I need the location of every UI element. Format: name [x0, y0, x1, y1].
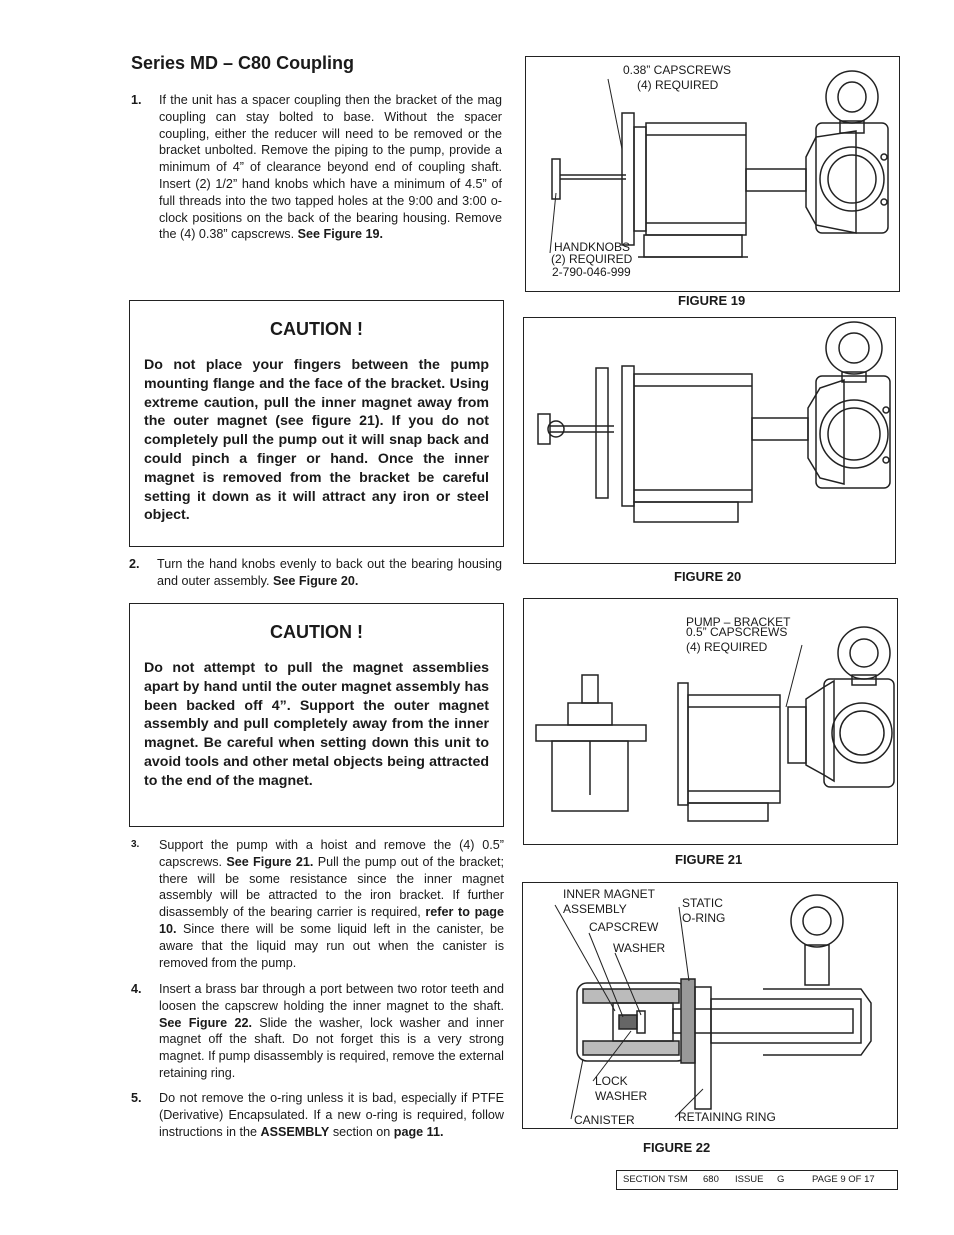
figure-22 [522, 882, 898, 1129]
page-footer [616, 1170, 898, 1190]
capscrews-label: 0.38” CAPSCREWS [623, 63, 732, 77]
capscrews-qty-label: (4) REQUIRED [637, 78, 719, 92]
step-text: Support the pump with a hoist and remove the (4) 0.5” capscrews. See Figure 21. Pull the pump out of the bracket; there will be some resistance since the inner magnet assembly will be attracted to the iron bracket. If further disassembly of the bearing carrier is required, refer to page 10. Since there will be some liquid left in the canister, be aware that the liquid may run out when the canister is removed from the pump. [159, 838, 504, 970]
inner-magnet-label: INNER MAGNET [563, 887, 656, 901]
step-text: If the unit has a spacer coupling then the bracket of the mag coupling can stay bolted to base. Without the spacer coupling, either the reducer will need to be removed or the bracket unbolted. Remove the piping to the pump, provide a minimum of 4” of clearance beyond end of coupling shaft. Insert (2) 1/2” hand knobs which have a minimum of 4.5” of full threads into the two tapped holes at the 9:00 and 3:00 o-clock positions on the back of the bearing housing. Remove the (4) 0.38” capscrews. See Figure 19. [159, 93, 502, 242]
step-number: 1. [131, 93, 142, 107]
footer-issue-label: ISSUE [735, 1174, 764, 1185]
page-title: Series MD – C80 Coupling [131, 53, 355, 73]
figure-19-caption: FIGURE 19 [678, 293, 746, 308]
caution-box-2 [129, 603, 504, 827]
figure-20-caption: FIGURE 20 [674, 569, 742, 584]
lock-washer-label: LOCK [595, 1074, 628, 1088]
caution-text: Do not attempt to pull the magnet assemblies apart by hand until the outer magnet assembly has been backed off 4”. Support the outer magnet assembly and pull completely away from the inner magnet. Be careful when setting down this unit to avoid tools and other metal objects being attracted to the end of the magnet. [144, 660, 489, 789]
step-text: Insert a brass bar through a port between two rotor teeth and loosen the capscrew holding the inner magnet to the shaft. See Figure 22. Slide the washer, lock washer and inner magnet off the shaft. Do not forget this is a very strong magnet. If pump disassembly is required, remove the external retaining ring. [159, 982, 504, 1080]
inner-magnet-assembly-label: ASSEMBLY [563, 902, 627, 916]
caution-title: CAUTION ! [270, 622, 363, 642]
retaining-ring-label: RETAINING RING [678, 1110, 776, 1124]
washer-label: WASHER [613, 941, 666, 955]
figure-20 [523, 317, 896, 564]
step-number: 3. [131, 839, 140, 850]
caution-title: CAUTION ! [270, 319, 363, 339]
canister-label: CANISTER [574, 1113, 635, 1127]
figure-21-caption: FIGURE 21 [675, 852, 743, 867]
step-number: 5. [131, 1091, 142, 1105]
step-number: 4. [131, 982, 142, 996]
section-reference: ASSEMBLY [260, 1124, 330, 1139]
step-number: 2. [129, 557, 140, 571]
figure-19 [525, 56, 900, 292]
capscrew-label: CAPSCREW [589, 920, 659, 934]
footer-section-number: 680 [703, 1174, 719, 1185]
static-oring-label-2: O-RING [682, 911, 726, 925]
page-reference: refer to page 10. [159, 905, 504, 936]
footer-page-label: PAGE 9 OF 17 [812, 1174, 875, 1185]
step-1 [131, 92, 502, 262]
footer-issue-value: G [777, 1174, 785, 1185]
lock-washer-label-2: WASHER [595, 1089, 648, 1103]
capscrews-label: 0.5” CAPSCREWS [686, 625, 788, 639]
step-4 [131, 981, 504, 1083]
step-3 [131, 837, 504, 973]
static-oring-label: STATIC [682, 896, 723, 910]
figure-reference: See Figure 21. [226, 854, 314, 869]
handknobs-label: HANDKNOBS [554, 240, 631, 254]
figure-21 [523, 598, 898, 845]
figure-reference: See Figure 20. [272, 573, 359, 588]
figure-22-caption: FIGURE 22 [643, 1140, 711, 1155]
step-text: Turn the hand knobs evenly to back out the bearing housing and outer assembly. See Figure 20. [157, 557, 502, 588]
handknobs-part-label: 2-790-046-999 [552, 265, 631, 279]
step-text: Do not remove the o-ring unless it is bad, especially if PTFE (Derivative) Encapsulated. If a new o-ring is required, follow instructions in the ASSEMBLY section on page 11. [159, 1091, 504, 1139]
pump-bracket-label: PUMP – BRACKET [686, 615, 791, 629]
caution-text: Do not place your fingers between the pump mounting flange and the face of the bracket. Using extreme caution, pull the inner magnet away from the outer magnet (see figure 21). If you do not completely pull the pump out it will snap back and could pinch a finger or hand. Once the inner magnet is removed from the bracket be careful setting it down as it will attract any iron or steel object. [144, 357, 489, 524]
figure-20-drawing [524, 318, 897, 565]
footer-section-label: SECTION TSM [623, 1174, 688, 1185]
figure-reference: See Figure 22. [159, 1015, 252, 1030]
capscrews-qty-label: (4) REQUIRED [686, 640, 768, 654]
step-5 [131, 1090, 504, 1160]
step-2 [129, 556, 502, 592]
caution-box-1 [129, 300, 504, 547]
page-reference: page 11. [393, 1124, 444, 1139]
figure-reference: See Figure 19. [297, 227, 383, 242]
handknobs-qty-label: (2) REQUIRED [551, 252, 633, 266]
